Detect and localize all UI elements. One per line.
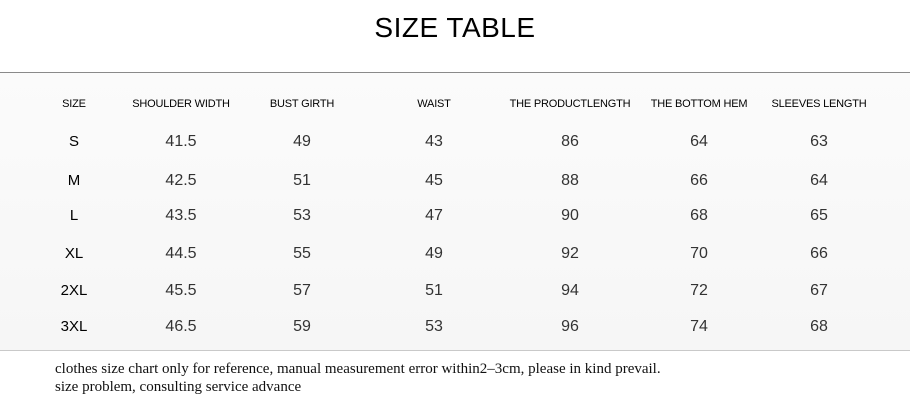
table-cell: 41.5 [165, 133, 197, 150]
table-cell: 66 [810, 245, 828, 262]
table-cell: 47 [425, 207, 443, 224]
column-header-waist: WAIST [417, 98, 451, 110]
table-cell: 53 [425, 318, 443, 335]
table-cell: 65 [810, 207, 828, 224]
table-cell: 43.5 [165, 207, 197, 224]
service-note: size problem, consulting service advance [55, 379, 302, 395]
table-cell: 45.5 [165, 282, 197, 299]
size-table [0, 73, 910, 350]
table-cell-size: L [69, 207, 79, 224]
table-cell: 43 [425, 133, 443, 150]
table-bottom-divider [0, 350, 910, 351]
table-cell: 59 [293, 318, 311, 335]
table-cell: 88 [561, 172, 579, 189]
table-cell: 72 [690, 282, 708, 299]
table-cell: 51 [293, 172, 311, 189]
column-header-product-length: THE PRODUCTLENGTH [509, 98, 631, 110]
table-cell: 55 [293, 245, 311, 262]
table-cell: 66 [690, 172, 708, 189]
table-cell-size: 2XL [60, 282, 88, 299]
table-cell: 51 [425, 282, 443, 299]
page-title: SIZE TABLE [374, 12, 536, 43]
table-cell: 45 [425, 172, 443, 189]
table-cell: 68 [810, 318, 828, 335]
table-cell: 49 [293, 133, 311, 150]
table-cell: 44.5 [165, 245, 197, 262]
table-cell: 42.5 [165, 172, 197, 189]
table-cell: 64 [810, 172, 828, 189]
table-cell: 86 [561, 133, 579, 150]
table-cell-size: M [67, 172, 81, 189]
table-cell: 96 [561, 318, 579, 335]
table-cell: 70 [690, 245, 708, 262]
table-cell: 57 [293, 282, 311, 299]
table-cell: 63 [810, 133, 828, 150]
column-header-shoulder-width: SHOULDER WIDTH [132, 98, 230, 110]
table-cell: 49 [425, 245, 443, 262]
table-cell: 67 [810, 282, 828, 299]
table-cell: 90 [561, 207, 579, 224]
table-cell: 46.5 [165, 318, 197, 335]
table-cell: 64 [690, 133, 708, 150]
table-cell-size: S [68, 133, 80, 150]
table-cell: 92 [561, 245, 579, 262]
table-cell: 74 [690, 318, 708, 335]
disclaimer-note: clothes size chart only for reference, manual measurement error within2–3cm, please in kind prevail. [55, 361, 661, 377]
table-cell: 94 [561, 282, 579, 299]
column-header-bust-girth: BUST GIRTH [269, 98, 335, 110]
table-cell-size: 3XL [60, 318, 88, 335]
column-header-sleeves-length: SLEEVES LENGTH [771, 98, 867, 110]
table-cell-size: XL [64, 245, 84, 262]
table-cell: 53 [293, 207, 311, 224]
table-cell: 68 [690, 207, 708, 224]
column-header-size: SIZE [62, 98, 86, 110]
column-header-bottom-hem: THE BOTTOM HEM [650, 98, 748, 110]
